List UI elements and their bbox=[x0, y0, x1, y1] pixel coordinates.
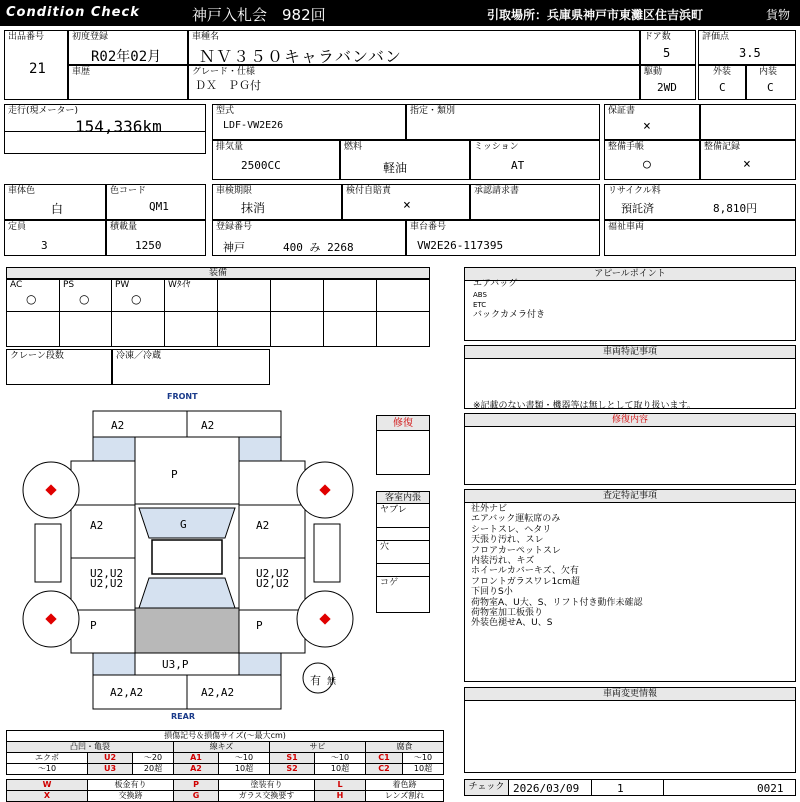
score-box bbox=[698, 30, 796, 65]
legend-code: U3 bbox=[88, 764, 133, 775]
plate-area: 神戸 bbox=[223, 241, 245, 254]
mileage-label: 走行(現メーター) bbox=[8, 106, 79, 116]
model-box bbox=[188, 30, 640, 65]
interior-burn-label: コゲ bbox=[380, 578, 399, 588]
equip-blank-11 bbox=[323, 311, 377, 347]
body-color-label: 車体色 bbox=[8, 186, 36, 196]
load-capacity: 1250 bbox=[135, 239, 162, 252]
score-value: 3.5 bbox=[739, 46, 761, 60]
equip-blank-8 bbox=[164, 311, 218, 347]
designation-label: 指定・類別 bbox=[410, 106, 456, 116]
inspection-notes-title: 査定特記事項 bbox=[465, 490, 795, 503]
legend-group-rust: サビ bbox=[270, 742, 366, 753]
legend-code: S2 bbox=[270, 764, 315, 775]
type-label: 型式 bbox=[216, 106, 235, 116]
equip-pw-label: PW bbox=[115, 280, 130, 290]
exterior-box bbox=[698, 65, 746, 100]
legend-cell: レンズ割れ bbox=[366, 791, 444, 802]
legend-cell: 〜10 bbox=[403, 753, 444, 764]
grade-value: ＤＸ ＰＧ付 bbox=[195, 79, 261, 92]
equip-ps-label: PS bbox=[63, 280, 75, 290]
interior-tear-label: ヤブレ bbox=[380, 505, 407, 515]
mark-front-bumper-left: A2 bbox=[111, 419, 125, 432]
check-row bbox=[464, 779, 796, 796]
note-line: 下回りS小 bbox=[471, 587, 513, 598]
legend-code: A1 bbox=[174, 753, 219, 764]
load-label: 積載量 bbox=[110, 222, 138, 232]
plate-label: 登録番号 bbox=[216, 222, 253, 232]
legend-cell: 〜10 bbox=[7, 764, 88, 775]
chassis-box bbox=[406, 220, 600, 256]
equipment-title: 装備 bbox=[7, 268, 429, 280]
appeal-line: ABS bbox=[473, 291, 487, 299]
equip-blank-2 bbox=[270, 278, 324, 312]
equip-ps bbox=[59, 278, 112, 312]
color-code: QM1 bbox=[149, 200, 169, 213]
appeal-line: エアバッグ bbox=[473, 279, 518, 289]
legend-code: P bbox=[174, 780, 219, 791]
form-title: Condition Check bbox=[6, 5, 140, 20]
mark-right-rear: P bbox=[256, 619, 263, 632]
legend-code: L bbox=[315, 780, 366, 791]
mark-front-bumper-right: A2 bbox=[201, 419, 215, 432]
maintenance-book-box bbox=[604, 140, 700, 180]
interior-grade-box bbox=[746, 65, 796, 100]
appeal-list bbox=[473, 279, 545, 321]
legend-code: U2 bbox=[88, 753, 133, 764]
equip-pw-mark: ○ bbox=[131, 292, 142, 306]
mission-label: ミッション bbox=[474, 142, 519, 152]
recycle-label: リサイクル料 bbox=[608, 186, 661, 196]
legend-cell: エクボ bbox=[7, 753, 88, 764]
mark-left-rear: P bbox=[90, 619, 97, 632]
drive-label: 駆動 bbox=[644, 67, 663, 77]
note-line: フロントガラスワレ1cm超 bbox=[471, 576, 580, 587]
legend-code: X bbox=[7, 791, 88, 802]
check-number: 1 bbox=[617, 782, 624, 795]
lot-box bbox=[4, 30, 68, 100]
special-notes-disclaimer: ※記載のない書類・機器等は無しとして取り扱います。 bbox=[473, 401, 696, 411]
welfare-box bbox=[604, 220, 796, 256]
lot-label: 出品番号 bbox=[8, 32, 45, 42]
legend-table bbox=[6, 741, 444, 802]
note-line: エアバック運転席のみ bbox=[471, 514, 561, 525]
warranty-box bbox=[604, 104, 700, 140]
equip-blank-5 bbox=[6, 311, 60, 347]
displacement-box bbox=[212, 140, 340, 180]
car-diagram bbox=[0, 388, 376, 722]
header-bar bbox=[0, 0, 800, 26]
legend-cell: ガラス交換要す bbox=[219, 791, 315, 802]
maintenance-book-value: ○ bbox=[643, 157, 651, 172]
legend-code: G bbox=[174, 791, 219, 802]
first-registration: R02年02月 bbox=[91, 49, 162, 65]
front-label: FRONT bbox=[167, 392, 198, 401]
appeal-line: バックカメラ付き bbox=[473, 310, 546, 320]
plate-number: 400 み 2268 bbox=[283, 241, 354, 254]
note-line: 内装汚れ、キズ bbox=[471, 556, 535, 567]
repair-title: 修復内容 bbox=[465, 414, 795, 427]
legend-group-scratch: 線キズ bbox=[174, 742, 270, 753]
warranty-value: × bbox=[643, 119, 651, 134]
appeal-line: ETC bbox=[473, 301, 487, 309]
mark-back-door: U3,P bbox=[162, 658, 189, 671]
freezer-box bbox=[112, 349, 270, 385]
recycle-box bbox=[604, 184, 796, 220]
history-box bbox=[68, 65, 188, 100]
approval-label: 承認請求書 bbox=[474, 186, 520, 196]
designation-box bbox=[406, 104, 600, 140]
chassis-label: 車台番号 bbox=[410, 222, 447, 232]
mission-value: AT bbox=[511, 159, 525, 172]
damage-legend bbox=[6, 730, 444, 802]
change-info-title: 車両変更情報 bbox=[465, 688, 795, 701]
legend-cell: 〜20 bbox=[133, 753, 174, 764]
rear-label: REAR bbox=[171, 712, 195, 721]
warranty-label: 保証書 bbox=[608, 106, 636, 116]
category-label: 貨物 bbox=[766, 8, 791, 22]
maintenance-book-label: 整備手帳 bbox=[608, 142, 645, 152]
legend-cell: 10超 bbox=[219, 764, 270, 775]
color-code-box bbox=[106, 184, 206, 220]
check-date: 2026/03/09 bbox=[513, 782, 580, 795]
capacity: 3 bbox=[41, 239, 48, 252]
crane-label: クレーン段数 bbox=[10, 351, 64, 361]
legend-code: W bbox=[7, 780, 88, 791]
maintenance-record-value: × bbox=[743, 157, 751, 172]
grade-label: グレード・仕様 bbox=[192, 67, 256, 77]
inspection-expiry: 抹消 bbox=[241, 201, 266, 215]
legend-cell: 10超 bbox=[403, 764, 444, 775]
interior-title: 客室内張 bbox=[377, 492, 429, 504]
repair-box bbox=[376, 415, 430, 475]
note-line: シートスレ、ヘタリ bbox=[471, 524, 552, 535]
mark-rear-bumper-right: A2,A2 bbox=[201, 686, 235, 699]
pickup-location: 引取場所：兵庫県神戸市東灘区住吉浜町 bbox=[487, 8, 704, 22]
legend-cell: 20超 bbox=[133, 764, 174, 775]
equip-wtire bbox=[164, 278, 218, 312]
change-info-panel bbox=[464, 687, 796, 773]
type-value: LDF-VW2E26 bbox=[223, 120, 284, 131]
lot-number: 21 bbox=[29, 61, 46, 77]
liability-box bbox=[342, 184, 470, 220]
note-line: 荷物室A、U大、S、リフト付き動作未確認 bbox=[471, 597, 643, 608]
mark-rear-bumper-left: A2,A2 bbox=[110, 686, 144, 699]
approval-box bbox=[470, 184, 600, 220]
legend-group-corrosion: 腐食 bbox=[366, 742, 444, 753]
welfare-label: 福祉車両 bbox=[608, 222, 645, 232]
inspection-expiry-label: 車検期限 bbox=[216, 186, 253, 196]
model-label: 車種名 bbox=[192, 32, 220, 42]
legend-cell: 板金有り bbox=[88, 780, 174, 791]
mark-right-front: A2 bbox=[256, 519, 270, 532]
displacement-label: 排気量 bbox=[216, 142, 244, 152]
inspection-notes-panel bbox=[464, 489, 796, 682]
interior-grade: C bbox=[767, 81, 774, 94]
drive-value: 2WD bbox=[657, 81, 677, 94]
model-name: ＮＶ３５０キャラバンバン bbox=[199, 47, 402, 66]
legend-cell: 〜10 bbox=[315, 753, 366, 764]
capacity-label: 定員 bbox=[8, 222, 27, 232]
repair-box-label: 修復 bbox=[377, 416, 429, 431]
freezer-label: 冷凍／冷蔵 bbox=[116, 351, 162, 361]
equip-blank-12 bbox=[376, 311, 430, 347]
note-line: フロアカーペットスレ bbox=[471, 545, 561, 556]
recycle-fee: 8,810円 bbox=[713, 202, 758, 215]
inspection-expiry-box bbox=[212, 184, 342, 220]
legend-code: S1 bbox=[270, 753, 315, 764]
maintenance-record-box bbox=[700, 140, 796, 180]
equip-ps-mark: ○ bbox=[79, 292, 90, 306]
mark-left-front: A2 bbox=[90, 519, 104, 532]
equip-blank-10 bbox=[270, 311, 324, 347]
liability-value: × bbox=[403, 198, 411, 213]
equipment-panel bbox=[6, 267, 430, 347]
history-label: 車歴 bbox=[72, 67, 91, 77]
legend-code: C1 bbox=[366, 753, 403, 764]
note-line: ホイールカバーキズ、欠有 bbox=[471, 566, 579, 577]
auction-name: 神戸入札会 982回 bbox=[192, 6, 326, 24]
legend-cell: 10超 bbox=[315, 764, 366, 775]
mark-right-side: U2,U2 U2,U2 bbox=[256, 567, 290, 590]
exterior-label: 外装 bbox=[713, 67, 732, 77]
check-label: チェック bbox=[465, 780, 509, 795]
equip-blank-6 bbox=[59, 311, 112, 347]
legend-cell: 〜10 bbox=[219, 753, 270, 764]
equip-blank-3 bbox=[323, 278, 377, 312]
load-box bbox=[106, 220, 206, 256]
interior-panel bbox=[376, 491, 430, 613]
note-line: 天張り汚れ、スレ bbox=[471, 535, 544, 546]
drive-box bbox=[640, 65, 696, 100]
first-registration-box bbox=[68, 30, 188, 65]
special-notes-title: 車両特記事項 bbox=[465, 346, 795, 359]
legend-code: C2 bbox=[366, 764, 403, 775]
mission-box bbox=[470, 140, 600, 180]
legend-code: A2 bbox=[174, 764, 219, 775]
chassis-number: VW2E26-117395 bbox=[417, 239, 504, 252]
mileage-box bbox=[4, 104, 206, 154]
appeal-panel bbox=[464, 267, 796, 341]
body-color-box bbox=[4, 184, 106, 220]
equip-ac-label: AC bbox=[10, 280, 23, 290]
spare-tire-yes: 有 bbox=[310, 674, 321, 687]
appeal-title: アピールポイント bbox=[465, 268, 795, 281]
special-notes-panel bbox=[464, 345, 796, 409]
fuel-label: 燃料 bbox=[344, 142, 363, 152]
blank-box-1 bbox=[700, 104, 796, 140]
legend-code: H bbox=[315, 791, 366, 802]
legend-cell: 着色跡 bbox=[366, 780, 444, 791]
capacity-box bbox=[4, 220, 106, 256]
legend-title: 損傷記号＆損傷サイズ(〜最大cm) bbox=[6, 730, 444, 741]
doors-count: 5 bbox=[663, 46, 671, 60]
color-code-label: 色コード bbox=[110, 186, 147, 196]
fuel-value: 軽油 bbox=[383, 161, 408, 175]
mark-left-side: U2,U2 U2,U2 bbox=[90, 567, 124, 590]
score-label: 評価点 bbox=[702, 32, 730, 42]
grade-box bbox=[188, 65, 640, 100]
exterior-grade: C bbox=[719, 81, 726, 94]
interior-hole-label: 穴 bbox=[380, 542, 390, 552]
equip-wtire-label: Wﾀｲﾔ bbox=[168, 280, 191, 290]
mark-hood: P bbox=[171, 468, 178, 481]
equip-ac bbox=[6, 278, 60, 312]
inspection-notes-list bbox=[471, 504, 642, 629]
legend-group-dent: 凸凹・亀裂 bbox=[7, 742, 174, 753]
check-code: 0021 bbox=[757, 782, 784, 795]
plate-box bbox=[212, 220, 406, 256]
type-box bbox=[212, 104, 406, 140]
crane-box bbox=[6, 349, 112, 385]
fuel-box bbox=[340, 140, 470, 180]
body-color: 白 bbox=[51, 202, 64, 216]
note-line: 外装色褪せA、U、S bbox=[471, 618, 553, 629]
mark-windshield: G bbox=[180, 518, 187, 531]
interior-grade-label: 内装 bbox=[759, 67, 778, 77]
mileage-value: 154,336km bbox=[75, 117, 162, 136]
spare-tire-no: 無 bbox=[327, 677, 337, 687]
equip-blank-4 bbox=[376, 278, 430, 312]
displacement-value: 2500CC bbox=[241, 159, 281, 172]
doors-label: ドア数 bbox=[644, 32, 671, 42]
note-line: 社外ナビ bbox=[471, 504, 508, 514]
first-registration-label: 初度登録 bbox=[72, 32, 109, 42]
equip-blank-9 bbox=[217, 311, 271, 347]
legend-cell: 交換跡 bbox=[88, 791, 174, 802]
equip-blank-1 bbox=[217, 278, 271, 312]
equip-blank-7 bbox=[111, 311, 165, 347]
equip-pw bbox=[111, 278, 165, 312]
repair-panel bbox=[464, 413, 796, 485]
recycle-status: 預託済 bbox=[621, 202, 654, 215]
note-line: 荷物室加工板張り bbox=[471, 608, 544, 619]
equip-ac-mark: ○ bbox=[26, 292, 37, 306]
doors-box bbox=[640, 30, 696, 65]
liability-label: 検付自賠責 bbox=[346, 186, 392, 196]
legend-cell: 塗装有り bbox=[219, 780, 315, 791]
maintenance-record-label: 整備記録 bbox=[704, 142, 741, 152]
